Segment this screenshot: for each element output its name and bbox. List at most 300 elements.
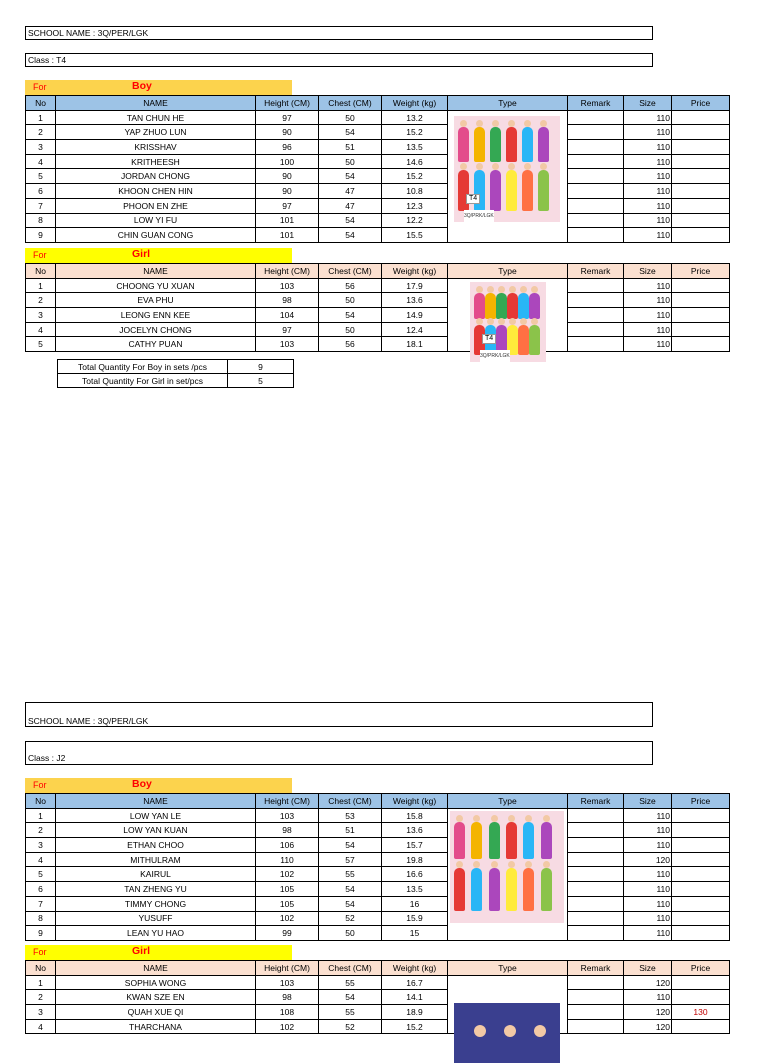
cell-size: 120 <box>624 975 672 990</box>
table-row <box>26 322 730 337</box>
figure-costume <box>474 293 485 319</box>
cell-no: 3 <box>26 140 56 155</box>
cell-no: 7 <box>26 896 56 911</box>
cell-price <box>672 975 730 990</box>
figure-head <box>476 318 483 325</box>
cell-price: 130 <box>672 1005 730 1020</box>
column-header: Price <box>672 96 730 111</box>
figure-head <box>476 163 483 170</box>
cell-chest: 53 <box>319 808 382 823</box>
cell-weight: 15.9 <box>382 911 448 926</box>
table-row <box>26 990 730 1005</box>
cell-height: 103 <box>256 975 319 990</box>
table-row <box>26 823 730 838</box>
cell-name: TAN CHUN HE <box>56 110 256 125</box>
cell-name: LOW YI FU <box>56 213 256 228</box>
cell-size: 120 <box>624 1019 672 1034</box>
cell-name: JORDAN CHONG <box>56 169 256 184</box>
table-header-row <box>26 961 730 976</box>
cell-no: 3 <box>26 308 56 323</box>
cell-no: 4 <box>26 1019 56 1034</box>
column-header: Weight (kg) <box>382 264 448 279</box>
type-photo-cell <box>448 278 568 359</box>
school-name-box: SCHOOL NAME : 3Q/PER/LGK <box>25 26 653 40</box>
cell-remark <box>568 1019 624 1034</box>
cell-size: 110 <box>624 198 672 213</box>
cell-chest: 50 <box>319 154 382 169</box>
table-row <box>26 838 730 853</box>
cell-price <box>672 184 730 199</box>
cell-price <box>672 213 730 228</box>
cell-size: 110 <box>624 867 672 882</box>
photo-sublabel: 3Q/PRK/LGK <box>464 210 494 222</box>
column-header: Chest (CM) <box>319 794 382 809</box>
cell-weight: 13.5 <box>382 882 448 897</box>
photo-label: T4 <box>466 194 480 204</box>
cell-chest: 47 <box>319 184 382 199</box>
cell-name: JOCELYN CHONG <box>56 322 256 337</box>
table-row <box>26 125 730 140</box>
table-row <box>26 228 730 243</box>
cell-remark <box>568 838 624 853</box>
column-header: Chest (CM) <box>319 961 382 976</box>
cell-height: 102 <box>256 911 319 926</box>
cell-weight: 14.6 <box>382 154 448 169</box>
cell-remark <box>568 867 624 882</box>
figure-head <box>509 318 516 325</box>
cell-remark <box>568 213 624 228</box>
figure-costume <box>529 293 540 319</box>
cell-name: KRITHEESH <box>56 154 256 169</box>
cell-price <box>672 278 730 293</box>
column-header: Type <box>448 961 568 976</box>
table-header-row <box>26 794 730 809</box>
costume-photo <box>454 116 560 222</box>
cell-price <box>672 896 730 911</box>
figure-costume <box>522 170 533 210</box>
figure-head <box>540 120 547 127</box>
cell-name: YUSUFF <box>56 911 256 926</box>
cell-name: KWAN SZE EN <box>56 990 256 1005</box>
cell-remark <box>568 852 624 867</box>
class-box: Class : T4 <box>25 53 653 67</box>
cell-price <box>672 911 730 926</box>
cell-name: KAIRUL <box>56 867 256 882</box>
column-header: Height (CM) <box>256 961 319 976</box>
cell-weight: 17.9 <box>382 278 448 293</box>
cell-height: 108 <box>256 1005 319 1020</box>
table-row <box>26 926 730 941</box>
cell-height: 101 <box>256 228 319 243</box>
column-header: Height (CM) <box>256 264 319 279</box>
table-row <box>26 154 730 169</box>
cell-weight: 13.2 <box>382 110 448 125</box>
figure-costume <box>541 822 552 859</box>
table-row <box>26 1019 730 1034</box>
column-header: No <box>26 794 56 809</box>
cell-chest: 51 <box>319 140 382 155</box>
figure-head <box>491 861 498 868</box>
column-header: Height (CM) <box>256 96 319 111</box>
figure-costume <box>506 170 517 210</box>
cell-price <box>672 228 730 243</box>
total-boy-value: 9 <box>228 360 294 374</box>
cell-price <box>672 808 730 823</box>
cell-price <box>672 337 730 352</box>
cell-weight: 16.6 <box>382 867 448 882</box>
table-row <box>26 882 730 897</box>
boy-roster-table <box>25 793 730 941</box>
cell-remark <box>568 926 624 941</box>
cell-size: 110 <box>624 882 672 897</box>
class-box <box>25 741 653 765</box>
cell-height: 106 <box>256 838 319 853</box>
figure-head <box>509 286 516 293</box>
figure-costume <box>471 868 482 911</box>
total-boy-row <box>58 360 294 374</box>
cell-weight: 12.4 <box>382 322 448 337</box>
cell-remark <box>568 140 624 155</box>
cell-chest: 54 <box>319 896 382 911</box>
cell-height: 105 <box>256 882 319 897</box>
cell-remark <box>568 198 624 213</box>
cell-remark <box>568 278 624 293</box>
cell-remark <box>568 322 624 337</box>
costume-photo <box>454 1003 560 1063</box>
cell-name: THARCHANA <box>56 1019 256 1034</box>
figure-head <box>540 163 547 170</box>
cell-weight: 13.5 <box>382 140 448 155</box>
cell-height: 90 <box>256 184 319 199</box>
cell-remark <box>568 882 624 897</box>
figure-costume <box>458 127 469 162</box>
for-label: For <box>33 250 47 260</box>
cell-size: 110 <box>624 823 672 838</box>
column-header: Type <box>448 264 568 279</box>
figure-head <box>525 815 532 822</box>
cell-size: 120 <box>624 852 672 867</box>
costume-photo <box>450 811 564 923</box>
cell-chest: 51 <box>319 823 382 838</box>
cell-no: 2 <box>26 823 56 838</box>
cell-height: 102 <box>256 1019 319 1034</box>
cell-chest: 54 <box>319 990 382 1005</box>
cell-remark <box>568 308 624 323</box>
cell-height: 103 <box>256 808 319 823</box>
cell-price <box>672 140 730 155</box>
figure-costume <box>489 822 500 859</box>
cell-chest: 55 <box>319 867 382 882</box>
column-header: No <box>26 96 56 111</box>
cell-chest: 54 <box>319 308 382 323</box>
for-girl-bar <box>25 248 292 263</box>
column-header: Type <box>448 96 568 111</box>
cell-chest: 50 <box>319 322 382 337</box>
cell-height: 97 <box>256 322 319 337</box>
cell-height: 103 <box>256 337 319 352</box>
cell-remark <box>568 154 624 169</box>
cell-size: 110 <box>624 308 672 323</box>
cell-price <box>672 293 730 308</box>
cell-chest: 54 <box>319 882 382 897</box>
school-name-box <box>25 702 653 727</box>
total-boy-label: Total Quantity For Boy in sets /pcs <box>58 360 228 374</box>
total-girl-row <box>58 374 294 388</box>
for-girl-bar <box>25 945 292 960</box>
figure-costume <box>489 868 500 911</box>
table-row <box>26 1005 730 1020</box>
cell-size: 110 <box>624 125 672 140</box>
column-header: Remark <box>568 794 624 809</box>
cell-size: 110 <box>624 808 672 823</box>
cell-chest: 47 <box>319 198 382 213</box>
cell-weight: 15.5 <box>382 228 448 243</box>
cell-name: PHOON EN ZHE <box>56 198 256 213</box>
cell-name: SOPHIA WONG <box>56 975 256 990</box>
cell-size: 110 <box>624 337 672 352</box>
column-header: Height (CM) <box>256 794 319 809</box>
cell-no: 6 <box>26 184 56 199</box>
cell-remark <box>568 125 624 140</box>
column-header: Price <box>672 961 730 976</box>
cell-name: CATHY PUAN <box>56 337 256 352</box>
figure-head <box>525 861 532 868</box>
cell-price <box>672 198 730 213</box>
cell-height: 98 <box>256 823 319 838</box>
cell-size: 110 <box>624 140 672 155</box>
cell-no: 6 <box>26 882 56 897</box>
cell-chest: 54 <box>319 213 382 228</box>
cell-weight: 15.2 <box>382 1019 448 1034</box>
for-label: For <box>33 780 47 790</box>
cell-price <box>672 823 730 838</box>
cell-remark <box>568 823 624 838</box>
figure-costume <box>523 868 534 911</box>
figure-head <box>520 286 527 293</box>
cell-height: 96 <box>256 140 319 155</box>
table-row <box>26 911 730 926</box>
column-header: Size <box>624 961 672 976</box>
column-header: Chest (CM) <box>319 264 382 279</box>
table-row <box>26 213 730 228</box>
cell-no: 9 <box>26 228 56 243</box>
cell-name: LOW YAN LE <box>56 808 256 823</box>
cell-name: QUAH XUE QI <box>56 1005 256 1020</box>
cell-chest: 56 <box>319 278 382 293</box>
cell-name: KHOON CHEN HIN <box>56 184 256 199</box>
figure-head <box>498 286 505 293</box>
cell-remark <box>568 228 624 243</box>
cell-no: 5 <box>26 169 56 184</box>
figure-head <box>460 120 467 127</box>
cell-height: 102 <box>256 867 319 882</box>
figure-costume <box>538 127 549 162</box>
cell-name: KRISSHAV <box>56 140 256 155</box>
cell-no: 4 <box>26 322 56 337</box>
cell-chest: 52 <box>319 911 382 926</box>
figure-head <box>543 861 550 868</box>
cell-weight: 14.9 <box>382 308 448 323</box>
figure-costume <box>454 822 465 859</box>
figure-costume <box>506 822 517 859</box>
cell-weight: 12.3 <box>382 198 448 213</box>
table-row <box>26 337 730 352</box>
cell-size: 110 <box>624 228 672 243</box>
group-title-girl: Girl <box>132 945 151 957</box>
figure-head <box>508 120 515 127</box>
figure-head <box>456 815 463 822</box>
figure-head <box>476 286 483 293</box>
column-header: NAME <box>56 794 256 809</box>
figure-costume <box>507 293 518 319</box>
column-header: No <box>26 264 56 279</box>
cell-weight: 19.8 <box>382 852 448 867</box>
figure-head <box>520 318 527 325</box>
cell-no: 8 <box>26 213 56 228</box>
cell-chest: 55 <box>319 975 382 990</box>
cell-remark <box>568 808 624 823</box>
figure-head <box>508 815 515 822</box>
figure-costume <box>471 822 482 859</box>
cell-remark <box>568 975 624 990</box>
cell-chest: 54 <box>319 125 382 140</box>
figure-head <box>487 286 494 293</box>
table-row <box>26 169 730 184</box>
column-header: Remark <box>568 96 624 111</box>
boy-roster-table <box>25 95 730 243</box>
cell-name: LOW YAN KUAN <box>56 823 256 838</box>
table-row <box>26 852 730 867</box>
figure-head <box>460 163 467 170</box>
cell-name: MITHULRAM <box>56 852 256 867</box>
table-row <box>26 198 730 213</box>
cell-no: 3 <box>26 838 56 853</box>
figure-costume <box>474 127 485 162</box>
figure-costume <box>529 325 540 355</box>
table-row <box>26 896 730 911</box>
figure-costume <box>490 127 501 162</box>
cell-no: 8 <box>26 911 56 926</box>
cell-no: 2 <box>26 125 56 140</box>
school-name-text: SCHOOL NAME : 3Q/PER/LGK <box>28 716 149 726</box>
cell-size: 110 <box>624 293 672 308</box>
girl-roster-table <box>25 960 730 1034</box>
for-label: For <box>33 82 47 92</box>
cell-weight: 13.6 <box>382 293 448 308</box>
figure-head <box>476 120 483 127</box>
cell-price <box>672 308 730 323</box>
cell-no: 2 <box>26 293 56 308</box>
cell-remark <box>568 169 624 184</box>
figure-head <box>508 861 515 868</box>
figure-head <box>531 318 538 325</box>
cell-weight: 13.6 <box>382 823 448 838</box>
cell-price <box>672 990 730 1005</box>
cell-size: 110 <box>624 278 672 293</box>
column-header: Size <box>624 96 672 111</box>
figure-costume <box>506 127 517 162</box>
table-row <box>26 110 730 125</box>
table-header-row <box>26 264 730 279</box>
cell-chest: 50 <box>319 293 382 308</box>
figure-head <box>487 318 494 325</box>
cell-size: 110 <box>624 990 672 1005</box>
cell-price <box>672 867 730 882</box>
cell-height: 99 <box>256 926 319 941</box>
cell-height: 97 <box>256 198 319 213</box>
cell-no: 2 <box>26 990 56 1005</box>
table-row <box>26 308 730 323</box>
cell-name: EVA PHU <box>56 293 256 308</box>
cell-weight: 15 <box>382 926 448 941</box>
column-header: Chest (CM) <box>319 96 382 111</box>
column-header: Remark <box>568 264 624 279</box>
cell-weight: 12.2 <box>382 213 448 228</box>
table-row <box>26 184 730 199</box>
cell-size: 120 <box>624 1005 672 1020</box>
cell-no: 7 <box>26 198 56 213</box>
total-girl-value: 5 <box>228 374 294 388</box>
photo-sublabel: 3Q/PRK/LGK <box>480 350 510 362</box>
cell-no: 9 <box>26 926 56 941</box>
cell-name: TAN ZHENG YU <box>56 882 256 897</box>
cell-remark <box>568 911 624 926</box>
cell-size: 110 <box>624 926 672 941</box>
column-header: Weight (kg) <box>382 961 448 976</box>
group-title-boy: Boy <box>132 80 152 92</box>
cell-name: YAP ZHUO LUN <box>56 125 256 140</box>
for-boy-bar <box>25 80 292 95</box>
column-header: Weight (kg) <box>382 794 448 809</box>
cell-weight: 14.1 <box>382 990 448 1005</box>
cell-remark <box>568 896 624 911</box>
cell-no: 1 <box>26 808 56 823</box>
cell-height: 101 <box>256 213 319 228</box>
figure-costume <box>454 868 465 911</box>
cell-size: 110 <box>624 322 672 337</box>
group-title-girl: Girl <box>132 248 151 260</box>
class-text: Class : J2 <box>28 753 66 763</box>
cell-height: 104 <box>256 308 319 323</box>
cell-price <box>672 1019 730 1034</box>
figure-head <box>524 120 531 127</box>
cell-name: LEONG ENN KEE <box>56 308 256 323</box>
cell-height: 97 <box>256 110 319 125</box>
figure-head <box>473 815 480 822</box>
group-title-boy: Boy <box>132 778 152 790</box>
for-boy-bar <box>25 778 292 793</box>
cell-remark <box>568 337 624 352</box>
cell-height: 105 <box>256 896 319 911</box>
figure-head <box>456 861 463 868</box>
column-header: Remark <box>568 961 624 976</box>
cell-name: TIMMY CHONG <box>56 896 256 911</box>
figure-head <box>524 163 531 170</box>
cell-size: 110 <box>624 169 672 184</box>
cell-size: 110 <box>624 110 672 125</box>
cell-no: 1 <box>26 975 56 990</box>
column-header: Price <box>672 794 730 809</box>
cell-price <box>672 110 730 125</box>
cell-price <box>672 838 730 853</box>
figure-head <box>508 163 515 170</box>
table-row <box>26 975 730 990</box>
column-header: Size <box>624 264 672 279</box>
girl-roster-table <box>25 263 730 359</box>
cell-chest: 54 <box>319 228 382 243</box>
cell-price <box>672 125 730 140</box>
photo-label: T4 <box>482 334 496 344</box>
